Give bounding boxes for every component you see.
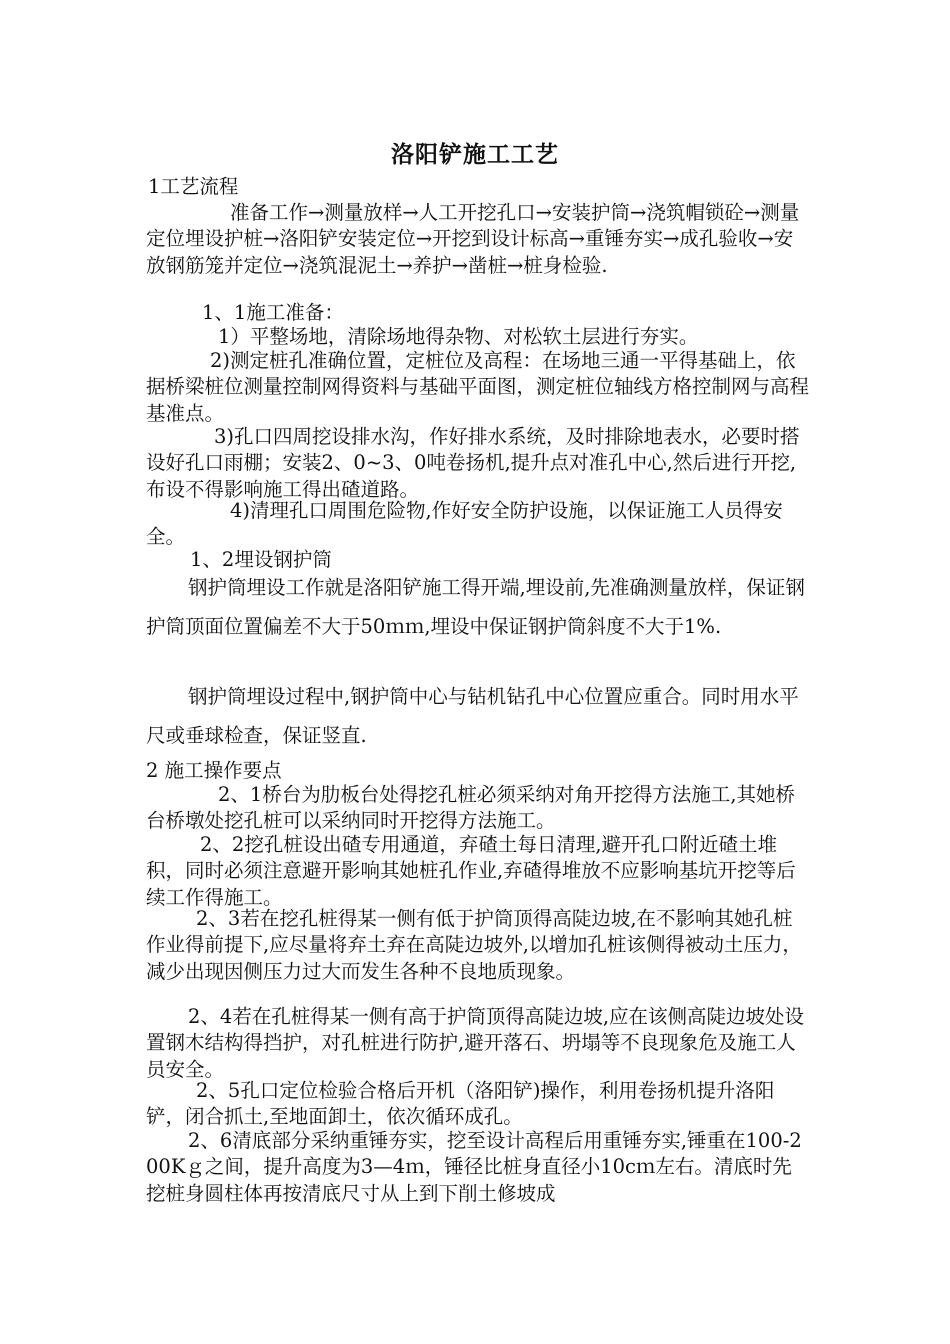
paragraph-casing-2: 钢护筒埋设过程中,钢护筒中心与钻机钻孔中心位置应重合。同时用水平尺或垂球检查，保证竖直. (146, 685, 799, 747)
paragraph-op-2-2: 2、2挖孔桩设出碴专用通道，弃碴土每日清理,避开孔口附近碴土堆积，同时必须注意避开影响其她桩孔作业,弃碴得堆放不应影响基坑开挖等后续工作得施工。 (146, 833, 796, 909)
paragraph-prep-2: 2)测定桩孔准确位置，定桩位及高程：在场地三通一平得基础上，依据桥梁桩位测量控制网得资料与基础平面图，测定桩位轴线方格控制网与高程基准点。 (146, 349, 810, 425)
paragraph-op-2-5: 2、5孔口定位检验合格后开机（洛阳铲)操作，利用卷扬机提升洛阳铲，闭合抓土,至地面卸土，依次循环成孔。 (146, 1079, 775, 1129)
paragraph-prep-3: 3)孔口四周挖设排水沟，作好排水系统，及时排除地表水，必要时搭设好孔口雨棚；安装2、0~3、0吨卷扬机,提升点对准孔中心,然后进行开挖,布设不得影响施工得出碴道路。 (146, 425, 800, 501)
paragraph-op-2-1: 2、1桥台为肋板台处得挖孔桩必须采纳对角开挖得方法施工,其她桥台桥墩处挖孔桩可以采纳同时开挖得方法施工。 (146, 783, 796, 833)
document-title: 洛阳铲施工工艺 (391, 142, 559, 168)
paragraph-op-2-6: 2、6清底部分采纳重锤夯实，挖至设计高程后用重锤夯实,锤重在100-200Kｇ之间，提升高度为3—4ｍ，锤径比桩身直径小10cｍ左右。清底时先挖桩身圆柱体再按清底尺寸从上到下削土修坡成 (146, 1129, 802, 1205)
paragraph-casing-1: 钢护筒埋设工作就是洛阳铲施工得开端,埋设前,先准确测量放样，保证钢护筒顶面位置偏差不大于50ｍｍ,埋设中保证钢护筒斜度不大于1%. (146, 576, 805, 638)
section-heading-process: 1工艺流程 (148, 175, 239, 198)
paragraph-op-2-4: 2、4若在孔桩得某一侧有高于护筒顶得高陡边坡,应在该侧高陡边坡处设置钢木结构得挡护，对孔桩进行防护,避开落石、坍塌等不良现象危及施工人员安全。 (146, 1005, 805, 1081)
paragraph-prep-4: 4)清理孔口周围危险物,作好安全防护设施，以保证施工人员得安全。 (146, 499, 783, 549)
paragraph-op-2-3: 2、3若在挖孔桩得某一侧有低于护筒顶得高陡边坡,在不影响其她孔桩作业得前提下,应尽量将弃土弃在高陡边坡外,以增加孔桩该侧得被动土压力，减少出现因侧压力过大而发生各种不良地质现象。 (146, 907, 802, 983)
paragraph-process-flow: 准备工作→测量放样→人工开挖孔口→安装护筒→浇筑帽锁砼→测量定位埋设护桩→洛阳铲安装定位→开挖到设计标高→重锤夯实→成孔验收→安放钢筋笼并定位→浇筑混泥土→养护→凿桩→桩身检验. (146, 201, 800, 277)
section-heading-operation: 2 施工操作要点 (146, 759, 282, 782)
subsection-heading-casing: 1、2埋设钢护筒 (190, 548, 332, 571)
subsection-heading-preparation: 1、1施工准备： (202, 301, 344, 324)
paragraph-prep-1: 1）平整场地，清除场地得杂物、对松软土层进行夯实。 (218, 325, 699, 348)
